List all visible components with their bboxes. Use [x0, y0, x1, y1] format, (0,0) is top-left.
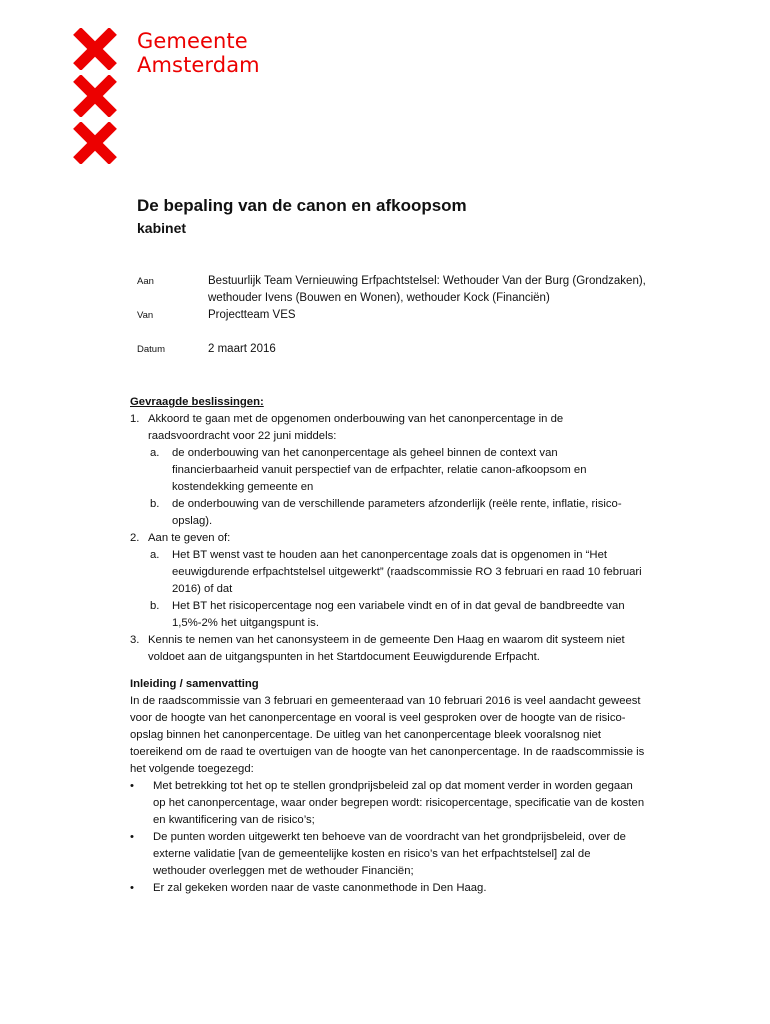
bullet-text: De punten worden uitgewerkt ten behoeve van de voordracht van het grondprijsbeleid, over de externe validatie [van de gemeentelijke kosten en risico’s van het erfpachtstelsel] zal de wethouder overleggen met de wethouder Financiën;	[153, 831, 626, 877]
logo-line-1: Gemeente	[137, 29, 248, 53]
meta-value: 2 maart 2016	[208, 343, 276, 355]
meta-value: Bestuurlijk Team Vernieuwing Erfpachtstelsel: Wethouder Van der Burg (Grondzaken), wethouder Ivens (Bouwen en Wonen), wethouder Kock (Financiën)	[208, 275, 646, 304]
subitem-text: Het BT het risicopercentage nog een variabele vindt en of in dat geval de bandbreedte van 1,5%-2% het uitgangspunt is.	[172, 600, 625, 629]
cross-icon	[72, 75, 118, 117]
decision-item	[130, 411, 646, 445]
document-title: De bepaling van de canon en afkoopsom	[137, 196, 467, 215]
subitem-text: de onderbouwing van de verschillende parameters afzonderlijk (reële rente, inflatie, risico-opslag).	[172, 498, 622, 527]
meta-row-datum	[137, 341, 697, 358]
item-number: 2.	[130, 532, 140, 544]
list-item	[130, 880, 646, 897]
meta-label: Van	[137, 310, 154, 321]
item-number: 1.	[130, 413, 140, 425]
subitem-letter: a.	[150, 447, 160, 459]
cross-icon	[72, 122, 118, 164]
intro-paragraph: In de raadscommissie van 3 februari en gemeenteraad van 10 februari 2016 is veel aandacht geweest voor de hoogte van het canonpercentage en vooral is veel gesproken over de hoogte van de risico-opslag binnen het canonpercentage. De uitleg van het canonpercentage bleek vooralsnog niet toereikend om de raad te overtuigen van de hoogte van het canonpercentage. In de raadscommissie is het volgende toegezegd:	[130, 695, 645, 775]
decision-item	[130, 632, 646, 666]
subitem-letter: b.	[150, 600, 160, 612]
decision-item	[130, 530, 646, 547]
intro-heading: Inleiding / samenvatting	[130, 678, 259, 690]
decision-subitem	[130, 598, 646, 632]
memo-header	[137, 273, 697, 358]
decisions-heading: Gevraagde beslissingen:	[130, 396, 264, 408]
cross-icon	[72, 28, 118, 70]
amsterdam-crosses-logo	[72, 28, 118, 169]
decision-subitem	[130, 445, 646, 496]
list-item	[130, 778, 646, 829]
bullet-icon: •	[130, 831, 134, 843]
meta-label: Datum	[137, 344, 165, 355]
subitem-letter: b.	[150, 498, 160, 510]
item-text: Aan te geven of:	[148, 532, 231, 544]
meta-label: Aan	[137, 276, 154, 287]
subitem-letter: a.	[150, 549, 160, 561]
memo-body	[130, 394, 646, 897]
logo-line-2: Amsterdam	[137, 53, 260, 77]
meta-row-van	[137, 307, 697, 324]
item-number: 3.	[130, 634, 140, 646]
subitem-text: de onderbouwing van het canonpercentage als geheel binnen de context van financierbaarheid vanuit perspectief van de erfpachter, relatie canon-afkoopsom en kostendekking gemeente en	[172, 447, 587, 493]
bullet-icon: •	[130, 780, 134, 792]
subitem-text: Het BT wenst vast te houden aan het canonpercentage zoals dat is opgenomen in “Het eeuwigdurende erfpachtstelsel uitgewerkt” (raadscommissie RO 3 februari en raad 10 februari 2016) of dat	[172, 549, 642, 595]
bullet-text: Met betrekking tot het op te stellen grondprijsbeleid zal op dat moment verder in worden gegaan op het canonpercentage, waar onder begrepen wordt: risicopercentage, specificatie van de kosten en kwantificering van de risico’s;	[153, 780, 645, 826]
meta-value: Projectteam VES	[208, 309, 296, 321]
item-text: Kennis te nemen van het canonsysteem in de gemeente Den Haag en waarom dit systeem niet voldoet aan de uitgangspunten in het Startdocument Eeuwigdurende Erfpacht.	[148, 634, 625, 663]
bullet-text: Er zal gekeken worden naar de vaste canonmethode in Den Haag.	[153, 882, 487, 894]
decision-subitem	[130, 547, 646, 598]
document-subtitle: kabinet	[137, 220, 187, 236]
decision-subitem	[130, 496, 646, 530]
bullet-icon: •	[130, 882, 134, 894]
logo-wordmark	[137, 29, 260, 77]
item-text: Akkoord te gaan met de opgenomen onderbouwing van het canonpercentage in de raadsvoordracht voor 22 juni middels:	[148, 413, 564, 442]
list-item	[130, 829, 646, 880]
meta-row-aan	[137, 273, 697, 307]
